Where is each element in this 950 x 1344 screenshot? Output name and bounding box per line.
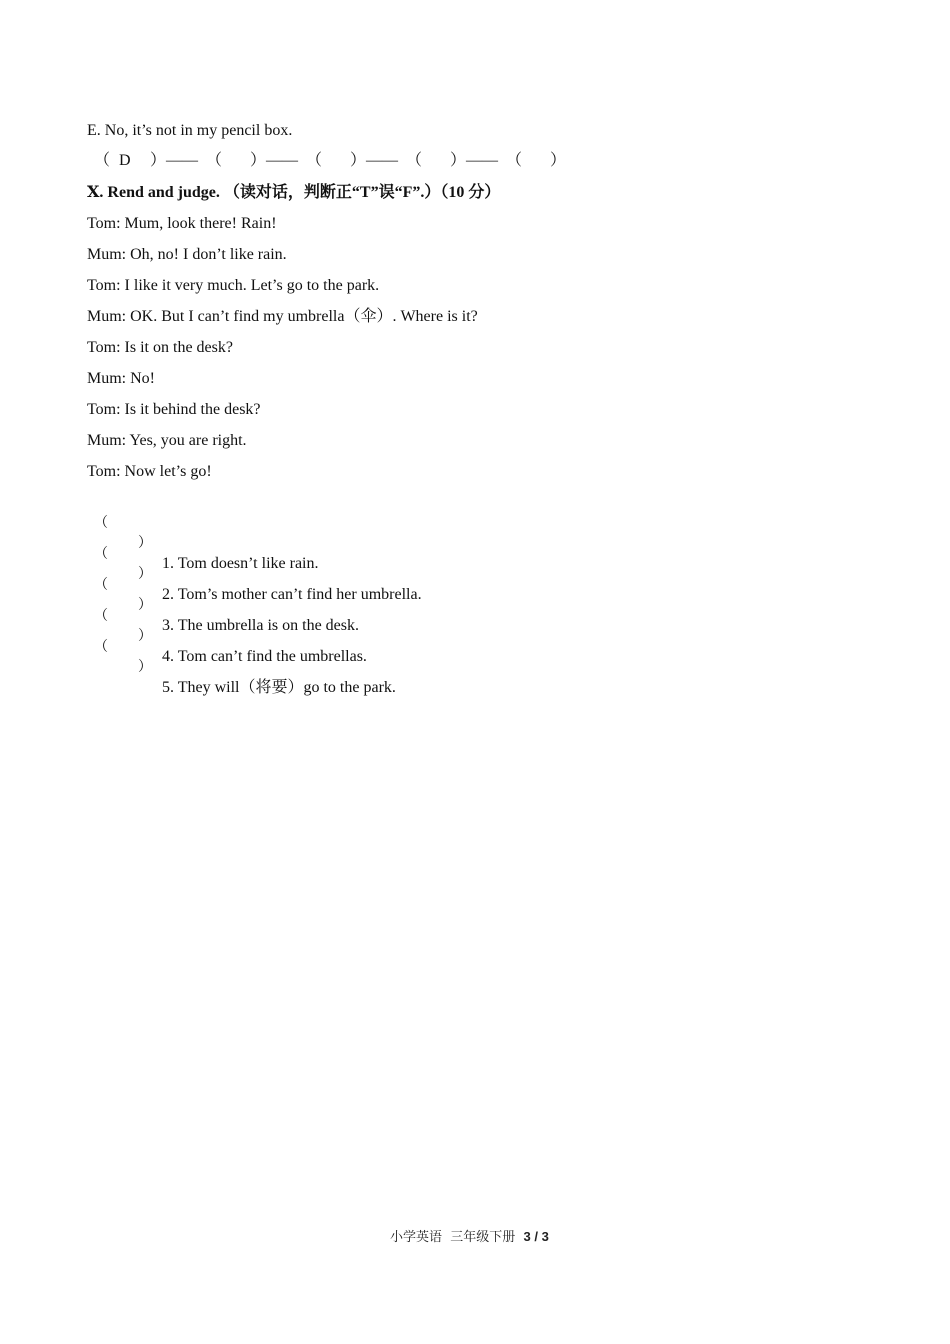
answer-bracket-close: ） (138, 629, 152, 644)
dialogue-line: Tom: Now let’s go! (87, 463, 212, 480)
dialogue-line: Mum: Oh, no! I don’t like rain. (87, 246, 287, 263)
section-instruction: （读对话，判断正“T”误“F”.）（10 分） (223, 184, 501, 201)
dialogue-line: Tom: Mum, look there! Rain! (87, 215, 277, 232)
answer-bracket-open[interactable]: （ (94, 640, 108, 655)
dialogue-line: Tom: I like it very much. Let’s go to the park. (87, 277, 380, 294)
dialogue-line: Mum: No! (87, 370, 155, 387)
section-numeral: Ⅹ. (87, 184, 104, 201)
statement-text: 3. The umbrella is on the desk. (162, 617, 359, 634)
seq-open-1: （ (94, 152, 111, 169)
statement-text: 4. Tom can’t find the umbrellas. (162, 648, 367, 665)
seq-close-3: ） (350, 152, 367, 169)
answer-bracket-open[interactable]: （ (94, 578, 108, 593)
seq-close-4: ） (450, 152, 467, 169)
seq-close-1: ） (150, 152, 167, 169)
option-e: E. No, it’s not in my pencil box. (87, 122, 293, 139)
answer-bracket-close: ） (138, 567, 152, 582)
dialogue-line: Mum: OK. But I can’t find my umbrella（伞）. Where is it? (87, 308, 478, 325)
section-title: Rend and judge. (107, 184, 220, 201)
seq-dash-3: —— (366, 152, 398, 169)
seq-dash-4: —— (466, 152, 498, 169)
statement-text: 1. Tom doesn’t like rain. (162, 555, 319, 572)
seq-close-5: ） (550, 152, 567, 169)
answer-bracket-open[interactable]: （ (94, 547, 108, 562)
seq-open-2: （ (206, 152, 223, 169)
answer-bracket-open[interactable]: （ (94, 609, 108, 624)
seq-close-2: ） (250, 152, 267, 169)
dialogue-line: Tom: Is it behind the desk? (87, 401, 261, 418)
page-footer (390, 1228, 549, 1247)
page-number: 3 / 3 (523, 1229, 549, 1244)
seq-dash-2: —— (266, 152, 298, 169)
statement-text: 2. Tom’s mother can’t find her umbrella. (162, 586, 422, 603)
answer-bracket-close: ） (138, 536, 152, 551)
dialogue-line: Tom: Is it on the desk? (87, 339, 233, 356)
answer-bracket-open[interactable]: （ (94, 516, 108, 531)
statement-text: 5. They will（将要）go to the park. (162, 679, 396, 696)
seq-answer-1: D (119, 152, 131, 169)
section-heading (87, 183, 500, 203)
answer-bracket-close: ） (138, 598, 152, 613)
answer-bracket-close: ） (138, 660, 152, 675)
seq-open-3: （ (306, 152, 323, 169)
footer-label: 小学英语 三年级下册 (390, 1230, 516, 1245)
seq-dash-1: —— (166, 152, 198, 169)
seq-open-5: （ (506, 152, 523, 169)
seq-open-4: （ (406, 152, 423, 169)
dialogue-line: Mum: Yes, you are right. (87, 432, 247, 449)
